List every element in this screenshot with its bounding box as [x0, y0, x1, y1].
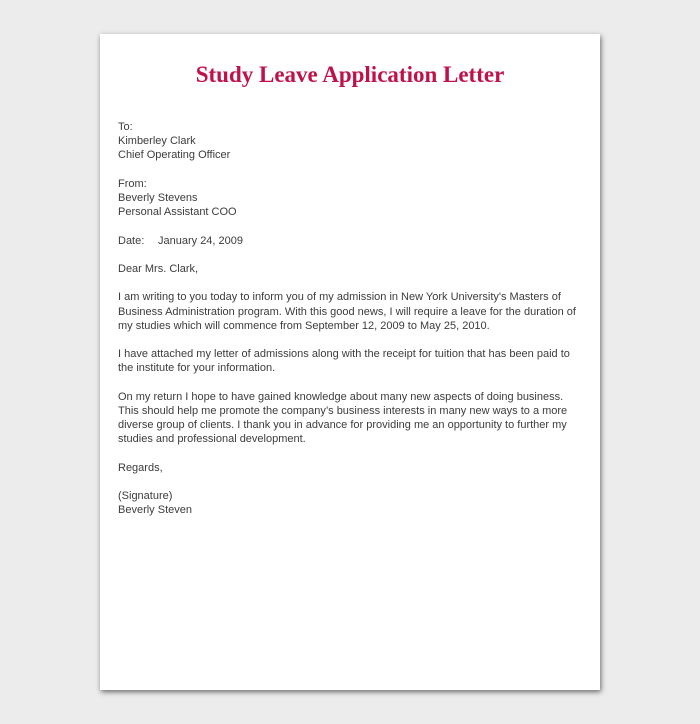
from-label: From: — [118, 177, 147, 190]
body-paragraph-1: I am writing to you today to inform you of my admission in New York University's Masters of Business Administration program. With this good news, I will require a leave for the duration of my studies which will commence from September 12, 2009 to May 25, 2010. — [118, 291, 576, 332]
letter-body — [118, 120, 584, 532]
body-paragraph-2: I have attached my letter of admissions along with the receipt for tuition that has been paid to the institute for your information. — [118, 348, 570, 375]
date-value: January 24, 2009 — [158, 234, 244, 247]
sender-position: Personal Assistant COO — [118, 206, 237, 219]
date-label: Date: — [118, 234, 145, 247]
letter-page — [100, 34, 600, 690]
sender-name: Beverly Stevens — [118, 192, 198, 204]
recipient-block — [118, 120, 584, 163]
signature-label: (Signature) — [118, 490, 173, 503]
page-title: Study Leave Application Letter — [195, 62, 505, 87]
recipient-name: Kimberley Clark — [118, 135, 196, 148]
sender-block — [118, 177, 584, 220]
body-paragraph-3: On my return I hope to have gained knowledge about many new aspects of doing business. This should help me promote the company’s business interests in many new ways to a more diverse group of clients. I thank you in advance for providing me an opportunity to further my studies and professional development. — [118, 390, 568, 446]
recipient-position: Chief Operating Officer — [118, 149, 231, 162]
date-line — [118, 234, 584, 248]
signature-block — [118, 489, 584, 517]
signer-name: Beverly Steven — [118, 504, 192, 517]
closing: Regards, — [118, 461, 163, 474]
salutation: Dear Mrs. Clark, — [118, 262, 199, 275]
to-label: To: — [118, 121, 133, 133]
